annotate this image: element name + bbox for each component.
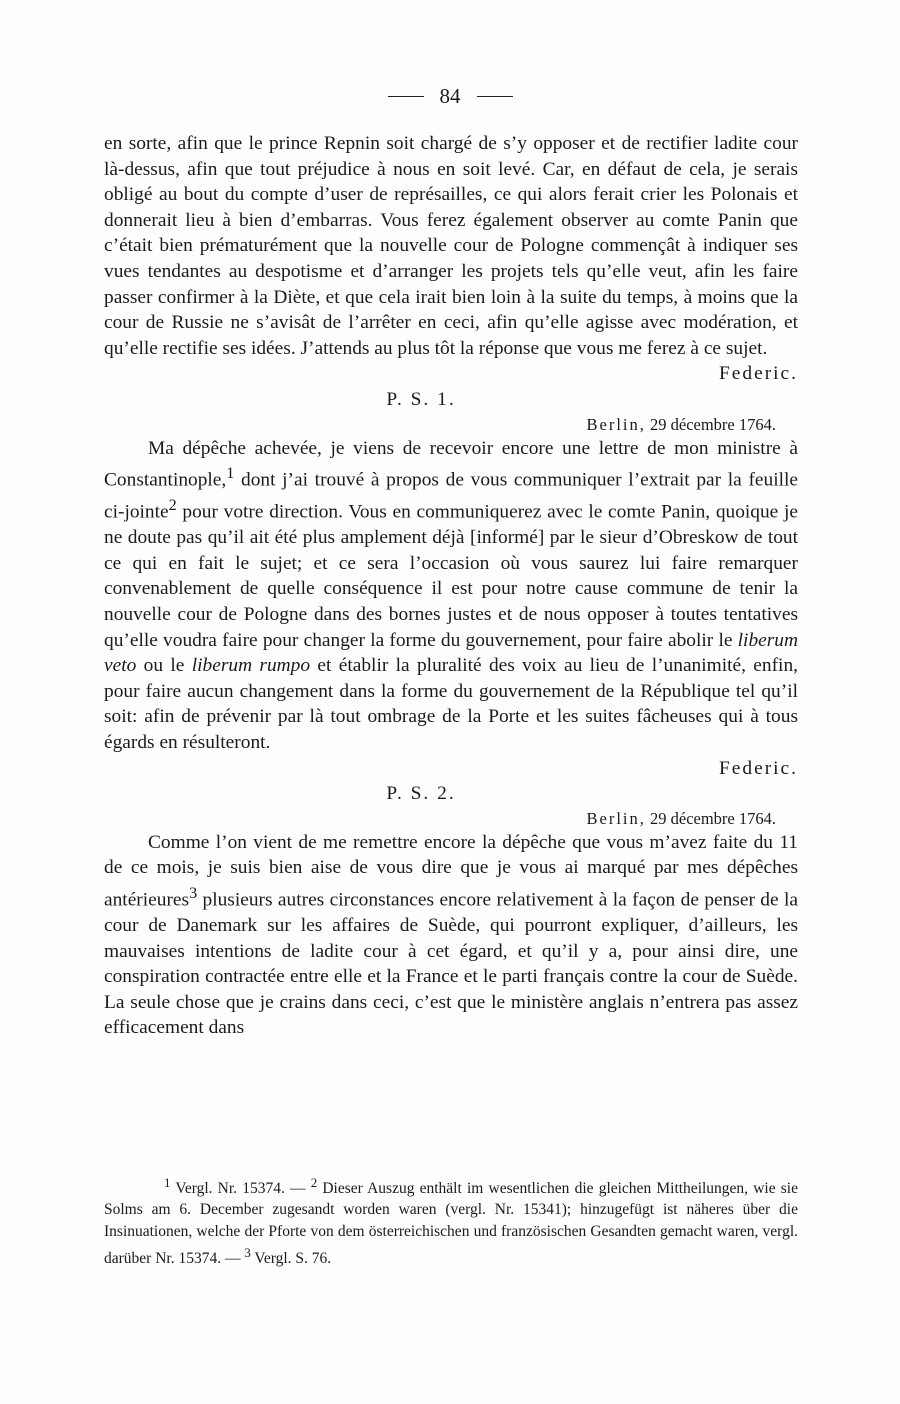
- header-rule-right: [477, 96, 513, 97]
- ps1-heading: P. S. 1.: [386, 388, 456, 410]
- ps1-paragraph: [104, 436, 798, 756]
- latin-term-2: liberum rumpo: [191, 655, 311, 677]
- ps2-place: Berlin,: [586, 808, 646, 828]
- page-header: [0, 84, 900, 109]
- footnote-ref-2: 2: [168, 497, 177, 515]
- footnote-ref-3: 3: [189, 884, 198, 902]
- footnote-ref-1: 1: [226, 465, 235, 483]
- signature-1: Federic.: [719, 363, 798, 385]
- ps1-place: Berlin,: [586, 414, 646, 434]
- footnote-text-3: Vergl. S. 76.: [250, 1249, 332, 1267]
- ps2-text-1: Comme l’on vient de me remettre encore la dépêche que vous m’avez faite du 11 de ce mois, je suis bien aise de vous dire que je vous ai marqué par mes dépêches antérieures: [104, 831, 798, 911]
- footnote-text-1: Vergl. Nr. 15374. —: [170, 1180, 311, 1198]
- main-text: [104, 131, 798, 1041]
- ps2-paragraph: [104, 830, 798, 1041]
- signature-2: Federic.: [719, 757, 798, 779]
- ps1-dateline: [104, 413, 798, 436]
- ps1-text-5: et établir la pluralité des voix au lieu de l’unanimité, enfin, pour faire aucun changement dans la forme du gouvernement de la République tel qu’il soit: afin de prévenir par là tout ombrage de la Porte et les suites fâcheuses qui à tous égards en résulteront.: [104, 655, 798, 753]
- ps2-dateline: [104, 807, 798, 830]
- ps1-text-3: pour votre direction. Vous en communiquerez avec le comte Panin, quoique je ne doute pas qu’il ait été plus amplement déjà [informé] par le sieur d’Obreskow de tout ce qui en fait le sujet; et ce sera l’occasion où vous saurez lui faire remarquer convenablement de quelle conséquence il est pour notre cause commune de tenir la nouvelle cour de Pologne dans des bornes justes et de nous opposer à toutes tentatives qu’elle voudra faire pour changer la forme du gouvernement, pour faire abolir le: [104, 501, 798, 651]
- header-rule-left: [388, 96, 424, 97]
- ps2-text-2: plusieurs autres circonstances encore relativement à la façon de penser de la cour de Danemark sur les affaires de Suède, qui pourront expliquer, d’ailleurs, les mauvaises intentions de ladite cour à cet égard, et qu’il y a, pour ainsi dire, une conspiration contractée entre elle et la France et le parti français contre la cour de Suède. La seule chose que je crains dans ceci, c’est que le ministère anglais n’entrera pas assez efficacement dans: [104, 889, 798, 1039]
- ps1-text-4: ou le: [136, 655, 192, 677]
- footnote-mark-1: 1: [164, 1175, 171, 1190]
- footnote-text-2: Dieser Auszug enthält im wesentlichen die gleichen Mittheilungen, wie sie Solms am 6. December zugesandt worden waren (vergl. Nr. 15341); hinzugefügt ist näheres über die Insinuationen, welche der Pforte von dem österreichischen und französischen Gesandten gemacht waren, vergl. darüber Nr. 15374. —: [104, 1180, 798, 1267]
- footnote-mark-3: 3: [244, 1244, 251, 1260]
- ps1-text-2: dont j’ai trouvé à propos de vous communiquer l’extrait par la feuille ci-jointe: [104, 469, 798, 523]
- ps2-heading: P. S. 2.: [386, 783, 456, 805]
- ps1-date: 29 décembre 1764.: [650, 414, 776, 434]
- footnotes: [104, 1172, 798, 1269]
- carryover-paragraph: en sorte, afin que le prince Repnin soit chargé de s’y opposer et de rectifier ladite cour là-dessus, afin que tout préjudice à nous en soit levé. Car, en défaut de cela, je serais obligé au bout du compte d’user de représailles, ce qui alors ferait crier les Polonais et donnerait lieu à bien d’embarras. Vous ferez également observer au comte Panin que c’était bien prématurément que la nouvelle cour de Pologne commençât à indiquer ses vues tendantes au despotisme et d’arranger les projets tels qu’elle veut, afin les faire passer confirmer à la Diète, et que cela irait bien loin à la suite du temps, à moins que la cour de Russie ne s’avisât de l’arrêter en ceci, afin qu’elle agisse avec modération, et qu’elle rectifie ses idées. J’attends au plus tôt la réponse que vous me ferez à ce sujet.: [104, 133, 798, 359]
- latin-term-1: liberum veto: [104, 629, 798, 677]
- footnote-block: [104, 1172, 798, 1269]
- ps1-text-1: Ma dépêche achevée, je viens de recevoir encore une lettre de mon ministre à Constantinople,: [104, 437, 798, 491]
- ps2-date: 29 décembre 1764.: [650, 808, 776, 828]
- footnote-mark-2: 2: [310, 1175, 318, 1190]
- page-number: 84: [439, 84, 461, 108]
